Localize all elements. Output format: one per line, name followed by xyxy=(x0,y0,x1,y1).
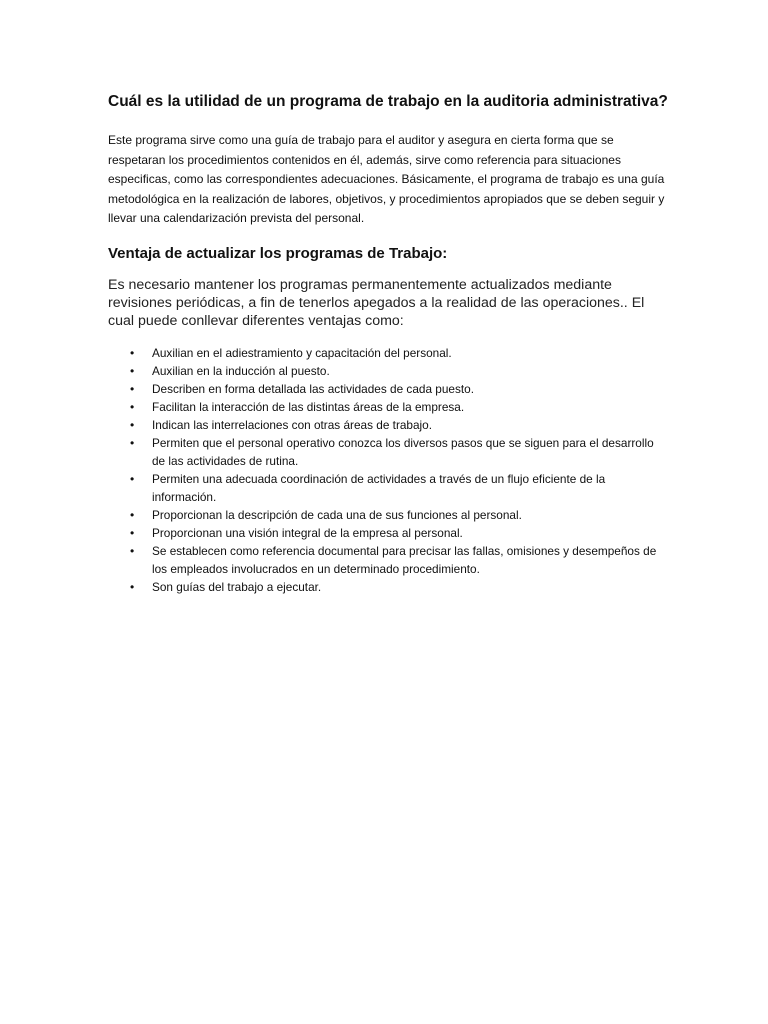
intro-paragraph: Este programa sirve como una guía de trabajo para el auditor y asegura en cierta forma que se respetaran los procedimientos contenidos en él, además, sirve como referencia para situaciones especificas, como las correspondientes adecuaciones. Básicamente, el programa de trabajo es una guía metodológica en la realización de labores, objetivos, y procedimientos apropiados que se deben seguir y llevar una calendarización prevista del personal. xyxy=(108,133,665,225)
list-item-text: Auxilian en la inducción al puesto. xyxy=(152,363,330,378)
document-title: Cuál es la utilidad de un programa de trabajo en la auditoria administrativa? xyxy=(108,93,668,110)
list-item-text: Permiten una adecuada coordinación de actividades a través de un flujo eficiente de la información. xyxy=(152,471,606,504)
list-item-text: Indican las interrelaciones con otras áreas de trabajo. xyxy=(152,417,433,432)
list-item xyxy=(108,398,668,416)
list-item xyxy=(108,578,668,596)
bullet-icon: • xyxy=(130,579,135,594)
list-item-text: Proporcionan la descripción de cada una de sus funciones al personal. xyxy=(152,507,522,522)
bullet-icon: • xyxy=(130,471,135,486)
list-item xyxy=(108,380,668,398)
advantages-list xyxy=(108,344,668,596)
list-item xyxy=(108,362,668,380)
list-item-text: Auxilian en el adiestramiento y capacitación del personal. xyxy=(152,345,452,360)
bullet-icon: • xyxy=(130,507,135,522)
bullet-icon: • xyxy=(130,417,135,432)
list-item-text: Facilitan la interacción de las distintas áreas de la empresa. xyxy=(152,399,465,414)
section-paragraph: Es necesario mantener los programas permanentemente actualizados mediante revisiones periódicas, a fin de tenerlos apegados a la realidad de las operaciones.. El cual puede conllevar diferentes ventajas como: xyxy=(108,276,645,329)
list-item xyxy=(108,434,668,470)
list-item-text: Describen en forma detallada las actividades de cada puesto. xyxy=(152,381,474,396)
bullet-icon: • xyxy=(130,345,135,360)
list-item xyxy=(108,416,668,434)
bullet-icon: • xyxy=(130,381,135,396)
bullet-icon: • xyxy=(130,399,135,414)
section-heading: Ventaja de actualizar los programas de Trabajo: xyxy=(108,244,448,262)
list-item xyxy=(108,542,668,578)
list-item-text: Se establecen como referencia documental para precisar las fallas, omisiones y desempeños de los empleados involucrados en un determinado procedimiento. xyxy=(152,543,657,576)
bullet-icon: • xyxy=(130,525,135,540)
list-item xyxy=(108,506,668,524)
document-page xyxy=(108,90,668,596)
bullet-icon: • xyxy=(130,435,135,450)
bullet-icon: • xyxy=(130,363,135,378)
list-item xyxy=(108,344,668,362)
list-item xyxy=(108,470,668,506)
list-item-text: Permiten que el personal operativo conozca los diversos pasos que se siguen para el desarrollo de las actividades de rutina. xyxy=(152,435,654,468)
list-item-text: Son guías del trabajo a ejecutar. xyxy=(152,579,322,594)
bullet-icon: • xyxy=(130,543,135,558)
list-item-text: Proporcionan una visión integral de la empresa al personal. xyxy=(152,525,463,540)
list-item xyxy=(108,524,668,542)
